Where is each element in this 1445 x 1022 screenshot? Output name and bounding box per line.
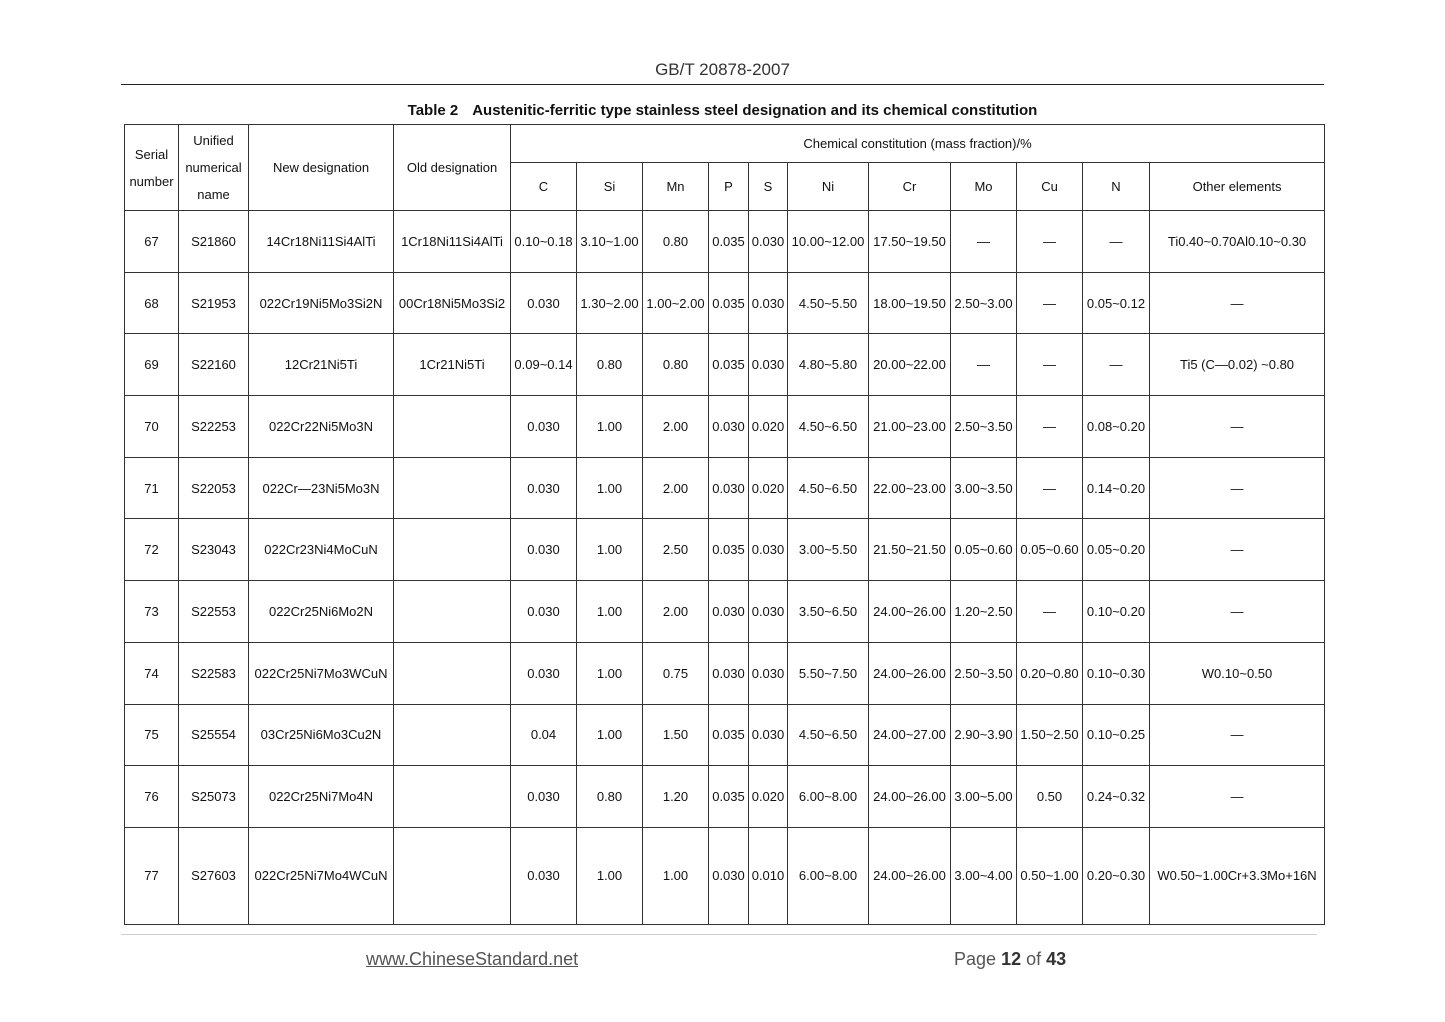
table-caption: Austenitic-ferritic type stainless steel designation and its chemical constitution bbox=[472, 102, 1038, 119]
table-cell: 2.50~3.50 bbox=[951, 396, 1017, 458]
table-cell: 0.035 bbox=[709, 211, 749, 273]
table-cell: 0.20~0.80 bbox=[1017, 642, 1083, 704]
table-cell bbox=[394, 827, 511, 924]
table-cell: 69 bbox=[125, 334, 179, 396]
table-cell: 022Cr25Ni7Mo3WCuN bbox=[249, 642, 394, 704]
table-cell: 3.00~5.50 bbox=[788, 519, 869, 581]
table-cell: 75 bbox=[125, 704, 179, 766]
composition-table bbox=[124, 124, 1325, 925]
col-element: Mo bbox=[951, 163, 1017, 211]
table-row bbox=[125, 766, 1325, 828]
table-cell: — bbox=[1017, 211, 1083, 273]
table-cell: 2.00 bbox=[643, 457, 709, 519]
table-cell: — bbox=[1150, 766, 1325, 828]
table-cell: 0.05~0.60 bbox=[951, 519, 1017, 581]
table-cell: 0.030 bbox=[709, 396, 749, 458]
table-row bbox=[125, 519, 1325, 581]
table-row bbox=[125, 642, 1325, 704]
col-element: Si bbox=[577, 163, 643, 211]
table-cell: — bbox=[1150, 457, 1325, 519]
table-cell: — bbox=[1150, 581, 1325, 643]
table-cell: S25073 bbox=[179, 766, 249, 828]
table-cell: 77 bbox=[125, 827, 179, 924]
table-cell: 2.90~3.90 bbox=[951, 704, 1017, 766]
table-cell: 22.00~23.00 bbox=[869, 457, 951, 519]
page-indicator bbox=[954, 949, 1066, 970]
table-cell: S23043 bbox=[179, 519, 249, 581]
table-row bbox=[125, 334, 1325, 396]
table-cell: 2.00 bbox=[643, 396, 709, 458]
table-cell: 0.80 bbox=[577, 334, 643, 396]
table-cell: 2.50~3.00 bbox=[951, 272, 1017, 334]
table-cell: 1.00 bbox=[577, 519, 643, 581]
table-cell: 1.00 bbox=[577, 396, 643, 458]
table-cell: 1.00 bbox=[643, 827, 709, 924]
table-cell: 1.50 bbox=[643, 704, 709, 766]
table-cell: 1.30~2.00 bbox=[577, 272, 643, 334]
table-cell: — bbox=[1150, 396, 1325, 458]
table-cell: 0.05~0.60 bbox=[1017, 519, 1083, 581]
website-link[interactable]: www.ChineseStandard.net bbox=[366, 949, 579, 969]
header-divider bbox=[121, 84, 1324, 85]
table-cell: 0.030 bbox=[511, 519, 577, 581]
col-element: Cu bbox=[1017, 163, 1083, 211]
table-cell: 0.10~0.25 bbox=[1083, 704, 1150, 766]
table-cell: 1.00~2.00 bbox=[643, 272, 709, 334]
table-cell: 24.00~26.00 bbox=[869, 827, 951, 924]
table-cell: 0.030 bbox=[749, 272, 788, 334]
table-cell: 12Cr21Ni5Ti bbox=[249, 334, 394, 396]
table-cell bbox=[394, 519, 511, 581]
table-cell: 0.24~0.32 bbox=[1083, 766, 1150, 828]
table-cell: 1.00 bbox=[577, 457, 643, 519]
table-cell: — bbox=[1017, 457, 1083, 519]
table-cell: 0.030 bbox=[749, 334, 788, 396]
table-cell: — bbox=[1017, 396, 1083, 458]
page-total: 43 bbox=[1046, 949, 1067, 969]
table-cell: 0.80 bbox=[643, 334, 709, 396]
table-row bbox=[125, 457, 1325, 519]
table-cell: 1.00 bbox=[577, 642, 643, 704]
table-cell: — bbox=[951, 334, 1017, 396]
table-cell: 0.05~0.20 bbox=[1083, 519, 1150, 581]
table-cell: 14Cr18Ni11Si4AlTi bbox=[249, 211, 394, 273]
table-cell: 1.20 bbox=[643, 766, 709, 828]
table-cell: 21.50~21.50 bbox=[869, 519, 951, 581]
table-row bbox=[125, 704, 1325, 766]
table-cell: — bbox=[1150, 272, 1325, 334]
table-cell: 1.20~2.50 bbox=[951, 581, 1017, 643]
table-cell: — bbox=[951, 211, 1017, 273]
table-cell: 0.80 bbox=[577, 766, 643, 828]
col-element: S bbox=[749, 163, 788, 211]
table-cell: S22253 bbox=[179, 396, 249, 458]
table-cell: 6.00~8.00 bbox=[788, 827, 869, 924]
table-cell bbox=[394, 396, 511, 458]
table-cell bbox=[394, 704, 511, 766]
table-cell: 3.00~4.00 bbox=[951, 827, 1017, 924]
table-cell: 0.020 bbox=[749, 766, 788, 828]
table-cell: 00Cr18Ni5Mo3Si2 bbox=[394, 272, 511, 334]
table-cell bbox=[394, 581, 511, 643]
table-cell: 4.50~6.50 bbox=[788, 704, 869, 766]
table-cell: S22053 bbox=[179, 457, 249, 519]
table-cell: 0.010 bbox=[749, 827, 788, 924]
table-cell: 0.030 bbox=[511, 827, 577, 924]
table-cell: — bbox=[1150, 704, 1325, 766]
table-cell: 0.030 bbox=[749, 642, 788, 704]
table-cell: 03Cr25Ni6Mo3Cu2N bbox=[249, 704, 394, 766]
table-cell: 0.030 bbox=[511, 581, 577, 643]
table-cell: 0.10~0.20 bbox=[1083, 581, 1150, 643]
table-cell: 2.50 bbox=[643, 519, 709, 581]
table-cell: 0.035 bbox=[709, 766, 749, 828]
table-cell: 3.50~6.50 bbox=[788, 581, 869, 643]
footer-divider bbox=[121, 934, 1317, 935]
table-cell: 0.80 bbox=[643, 211, 709, 273]
table-cell: 2.50~3.50 bbox=[951, 642, 1017, 704]
table-cell: 3.00~5.00 bbox=[951, 766, 1017, 828]
table-cell: 0.030 bbox=[709, 581, 749, 643]
table-cell: 3.00~3.50 bbox=[951, 457, 1017, 519]
table-cell bbox=[394, 766, 511, 828]
table-cell: 1.00 bbox=[577, 581, 643, 643]
table-cell: 0.75 bbox=[643, 642, 709, 704]
table-cell: 022Cr25Ni7Mo4N bbox=[249, 766, 394, 828]
table-cell: 4.80~5.80 bbox=[788, 334, 869, 396]
table-cell bbox=[394, 457, 511, 519]
table-cell: 0.020 bbox=[749, 396, 788, 458]
table-cell: 0.030 bbox=[511, 396, 577, 458]
table-cell: S25554 bbox=[179, 704, 249, 766]
table-cell: 21.00~23.00 bbox=[869, 396, 951, 458]
table-cell: 0.030 bbox=[709, 642, 749, 704]
table-cell: 0.035 bbox=[709, 334, 749, 396]
table-cell: 24.00~27.00 bbox=[869, 704, 951, 766]
table-cell: 71 bbox=[125, 457, 179, 519]
table-cell: 0.05~0.12 bbox=[1083, 272, 1150, 334]
table-cell: 4.50~6.50 bbox=[788, 457, 869, 519]
col-element: C bbox=[511, 163, 577, 211]
table-cell: — bbox=[1083, 334, 1150, 396]
table-cell: W0.10~0.50 bbox=[1150, 642, 1325, 704]
table-cell: 5.50~7.50 bbox=[788, 642, 869, 704]
table-row bbox=[125, 211, 1325, 273]
table-cell bbox=[394, 642, 511, 704]
table-cell: 0.030 bbox=[749, 211, 788, 273]
table-row bbox=[125, 396, 1325, 458]
table-cell: 0.50~1.00 bbox=[1017, 827, 1083, 924]
table-cell: 022Cr19Ni5Mo3Si2N bbox=[249, 272, 394, 334]
table-cell: 17.50~19.50 bbox=[869, 211, 951, 273]
table-cell: 0.20~0.30 bbox=[1083, 827, 1150, 924]
table-title bbox=[0, 102, 1445, 119]
table-cell: 0.030 bbox=[749, 581, 788, 643]
table-cell: W0.50~1.00Cr+3.3Mo+16N bbox=[1150, 827, 1325, 924]
table-cell: 0.030 bbox=[709, 827, 749, 924]
table-cell: — bbox=[1083, 211, 1150, 273]
col-chemical-constitution: Chemical constitution (mass fraction)/% bbox=[511, 125, 1325, 163]
table-cell: — bbox=[1017, 581, 1083, 643]
table-cell: 0.04 bbox=[511, 704, 577, 766]
table-cell: 022Cr—23Ni5Mo3N bbox=[249, 457, 394, 519]
table-row bbox=[125, 827, 1325, 924]
table-cell: 0.030 bbox=[511, 766, 577, 828]
table-cell: 0.08~0.20 bbox=[1083, 396, 1150, 458]
table-label: Table 2 bbox=[407, 102, 459, 119]
table-cell: 6.00~8.00 bbox=[788, 766, 869, 828]
table-cell: 72 bbox=[125, 519, 179, 581]
table-cell: 20.00~22.00 bbox=[869, 334, 951, 396]
table-cell: 68 bbox=[125, 272, 179, 334]
table-cell: 76 bbox=[125, 766, 179, 828]
table-cell: 73 bbox=[125, 581, 179, 643]
table-cell: 10.00~12.00 bbox=[788, 211, 869, 273]
col-element: N bbox=[1083, 163, 1150, 211]
table-cell: S22583 bbox=[179, 642, 249, 704]
col-unified-name: Unified numerical name bbox=[179, 125, 249, 211]
table-cell: 0.030 bbox=[709, 457, 749, 519]
table-cell: Ti0.40~0.70Al0.10~0.30 bbox=[1150, 211, 1325, 273]
table-cell: 0.035 bbox=[709, 519, 749, 581]
table-cell: 0.10~0.30 bbox=[1083, 642, 1150, 704]
table-cell: 0.035 bbox=[709, 272, 749, 334]
table-cell: 022Cr22Ni5Mo3N bbox=[249, 396, 394, 458]
standard-number: GB/T 20878-2007 bbox=[655, 60, 790, 79]
table-cell: — bbox=[1017, 272, 1083, 334]
col-element: Cr bbox=[869, 163, 951, 211]
table-cell: 0.030 bbox=[749, 519, 788, 581]
table-cell: 0.14~0.20 bbox=[1083, 457, 1150, 519]
table-cell: 70 bbox=[125, 396, 179, 458]
table-cell: 67 bbox=[125, 211, 179, 273]
table-cell: 1.50~2.50 bbox=[1017, 704, 1083, 766]
table-cell: 24.00~26.00 bbox=[869, 766, 951, 828]
table-cell: 0.020 bbox=[749, 457, 788, 519]
table-cell: 022Cr25Ni7Mo4WCuN bbox=[249, 827, 394, 924]
table-cell: S27603 bbox=[179, 827, 249, 924]
table-cell: 0.10~0.18 bbox=[511, 211, 577, 273]
table-cell: 0.035 bbox=[709, 704, 749, 766]
page-of: of bbox=[1026, 949, 1042, 969]
table-cell: 18.00~19.50 bbox=[869, 272, 951, 334]
table-cell: S21953 bbox=[179, 272, 249, 334]
page-prefix: Page bbox=[954, 949, 997, 969]
table-cell: Ti5 (C—0.02) ~0.80 bbox=[1150, 334, 1325, 396]
table-cell: 0.030 bbox=[511, 272, 577, 334]
table-cell: 0.030 bbox=[749, 704, 788, 766]
col-element: Other elements bbox=[1150, 163, 1325, 211]
table-cell: 4.50~6.50 bbox=[788, 396, 869, 458]
page-current: 12 bbox=[1001, 949, 1022, 969]
table-cell: 022Cr25Ni6Mo2N bbox=[249, 581, 394, 643]
col-element: P bbox=[709, 163, 749, 211]
table-cell: 0.50 bbox=[1017, 766, 1083, 828]
col-new-designation: New designation bbox=[249, 125, 394, 211]
table-cell: 4.50~5.50 bbox=[788, 272, 869, 334]
table-cell: 74 bbox=[125, 642, 179, 704]
table-cell: 022Cr23Ni4MoCuN bbox=[249, 519, 394, 581]
table-cell: 0.030 bbox=[511, 642, 577, 704]
table-cell: 1.00 bbox=[577, 704, 643, 766]
table-cell: S22160 bbox=[179, 334, 249, 396]
table-row bbox=[125, 272, 1325, 334]
table-cell: 2.00 bbox=[643, 581, 709, 643]
table-cell: 0.030 bbox=[511, 457, 577, 519]
table-cell: 24.00~26.00 bbox=[869, 581, 951, 643]
table-cell: — bbox=[1150, 519, 1325, 581]
table-row bbox=[125, 581, 1325, 643]
col-element: Mn bbox=[643, 163, 709, 211]
table-cell: 0.09~0.14 bbox=[511, 334, 577, 396]
table-cell: S22553 bbox=[179, 581, 249, 643]
table-cell: — bbox=[1017, 334, 1083, 396]
col-serial-number: Serial number bbox=[125, 125, 179, 211]
table-cell: 3.10~1.00 bbox=[577, 211, 643, 273]
table-cell: 1Cr18Ni11Si4AlTi bbox=[394, 211, 511, 273]
table-cell: 1Cr21Ni5Ti bbox=[394, 334, 511, 396]
col-old-designation: Old designation bbox=[394, 125, 511, 211]
table-cell: S21860 bbox=[179, 211, 249, 273]
col-element: Ni bbox=[788, 163, 869, 211]
table-cell: 24.00~26.00 bbox=[869, 642, 951, 704]
table-cell: 1.00 bbox=[577, 827, 643, 924]
